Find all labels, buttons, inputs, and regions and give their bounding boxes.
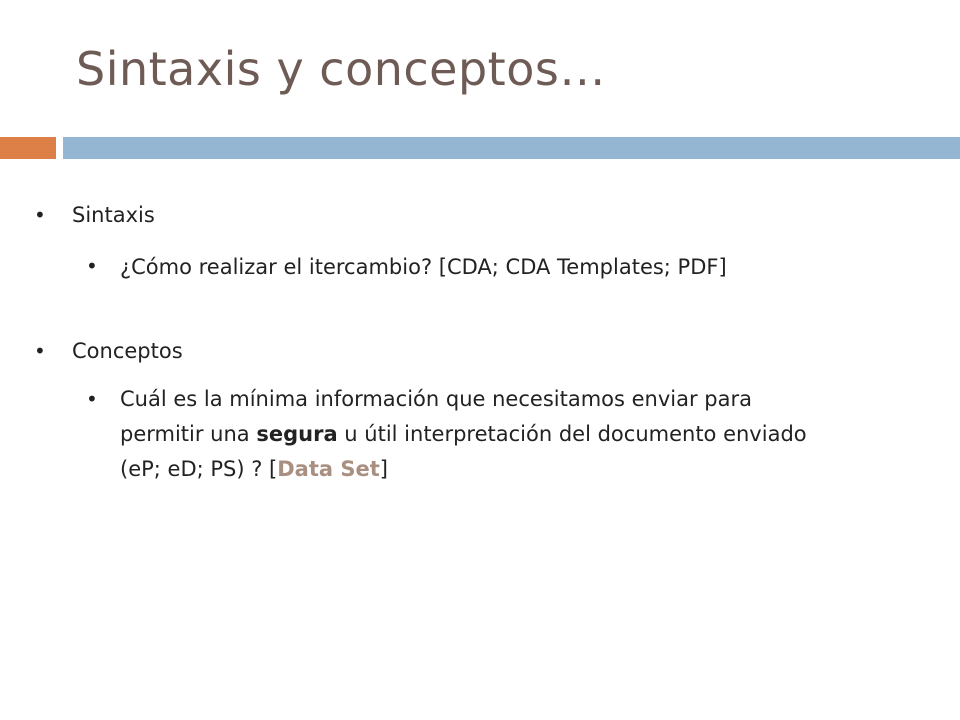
bullet-dot-icon: • — [86, 254, 98, 278]
bullet-dot-icon: • — [86, 387, 98, 411]
bullet-dot-icon: • — [34, 339, 46, 363]
sub-bullet-text-part: ] — [379, 457, 388, 481]
sub-bullet-intercambio: ¿Cómo realizar el itercambio? [CDA; CDA Templates; PDF] — [120, 255, 727, 279]
title-accent-bar-left — [0, 137, 56, 159]
data-set-highlight: Data Set — [277, 457, 380, 481]
title-accent-bar-right — [63, 137, 960, 159]
sub-bullet-text-part: Cuál es la mínima información que necesitamos enviar para permitir una — [120, 387, 752, 446]
bullet-sintaxis: Sintaxis — [72, 203, 155, 227]
bullet-conceptos: Conceptos — [72, 339, 183, 363]
sub-bullet-informacion — [120, 382, 840, 487]
emphasis-segura: segura — [256, 422, 338, 446]
slide-title: Sintaxis y conceptos… — [76, 42, 606, 96]
sub-bullet-text-part: u útil interpretación del documento enviado (eP; eD; PS) ? [ — [120, 422, 807, 481]
bullet-dot-icon: • — [34, 203, 46, 227]
